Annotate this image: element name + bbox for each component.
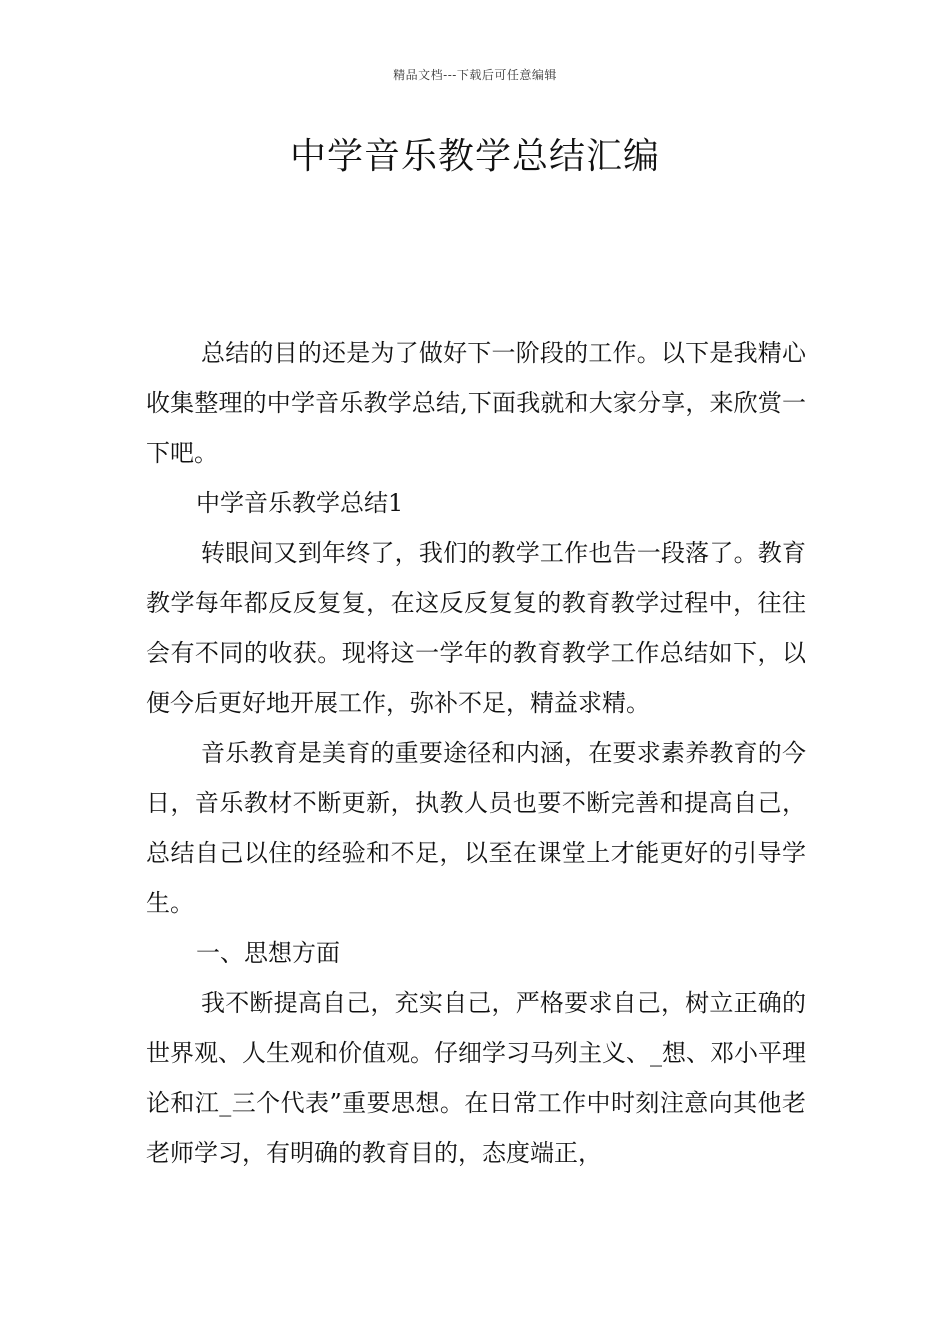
body-paragraph: 转眼间又到年终了，我们的教学工作也告一段落了。教育教学每年都反反复复，在这反反复复的教育教学过程中，往往会有不同的收获。现将这一学年的教育教学工作总结如下，以便今后更好地开展工作，弥补不足，精益求精。 [146, 539, 806, 717]
intro-paragraph: 总结的目的还是为了做好下一阶段的工作。以下是我精心收集整理的中学音乐教学总结,下面我就和大家分享，来欣赏一下吧。 [146, 339, 806, 467]
document-body [146, 328, 806, 1178]
document-title: 中学音乐教学总结汇编 [289, 136, 660, 177]
subsection-heading: 一、思想方面 [196, 939, 340, 967]
header-note: 精品文档---下载后可任意编辑 [393, 68, 557, 82]
section-heading: 中学音乐教学总结1 [196, 489, 404, 517]
body-paragraph: 音乐教育是美育的重要途径和内涵，在要求素养教育的今日，音乐教材不断更新，执教人员也要不断完善和提高自己，总结自己以住的经验和不足，以至在课堂上才能更好的引导学生。 [146, 739, 806, 917]
body-paragraph: 我不断提高自己，充实自己，严格要求自己，树立正确的世界观、人生观和价值观。仔细学习马列主义、_想、邓小平理论和江_三个代表”重要思想。在日常工作中时刻注意向其他老老师学习，有明确的教育目的，态度端正， [146, 989, 806, 1167]
